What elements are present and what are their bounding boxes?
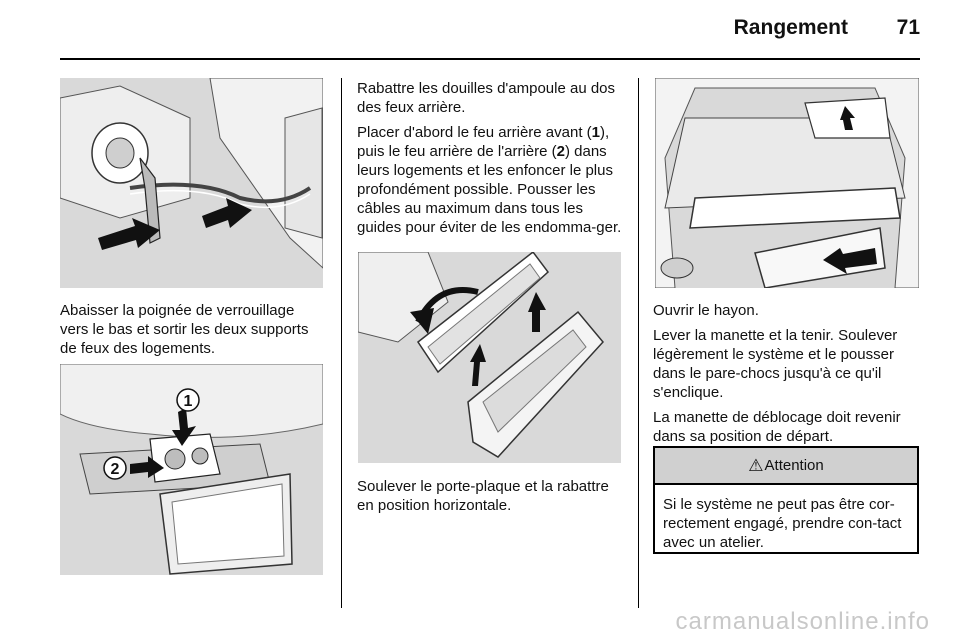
paragraph-lift-lever: Lever la manette et la tenir. Soulever légèrement le système et le pousser dans le pare-chocs jusqu'à ce qu'il s'enclique. (653, 327, 898, 401)
column2-text-bottom (357, 477, 625, 521)
header-rule (60, 58, 920, 60)
attention-box (653, 446, 919, 554)
callout-label-2: 2 (110, 461, 120, 478)
attention-body: Si le système ne peut pas être cor-rectement engagé, prendre con-tact avec un atelier. (663, 496, 902, 551)
paragraph-open-tailgate: Ouvrir le hayon. (653, 302, 759, 319)
watermark-text: carmanualsonline.info (675, 608, 930, 635)
column-divider-right (638, 78, 639, 608)
column1-text (60, 301, 325, 364)
illustration-tailgate (655, 78, 919, 288)
callout-label-1: 1 (183, 393, 193, 410)
warning-triangle-icon: ⚠ (748, 455, 764, 475)
paragraph-lift-plate-holder: Soulever le porte-plaque et la rabattre en position horizontale. (357, 478, 609, 514)
figure-tailgate (655, 78, 919, 288)
illustration-plate-holder (358, 252, 621, 463)
paragraph-place-lamps: Placer d'abord le feu arrière avant (1), puis le feu arrière de l'arrière (2) dans leurs logements et les enfoncer le plus profondément possible. Pousser les câbles au maximum dans tous les guides pour éviter de les endomma-ger. (357, 124, 622, 236)
column2-text (357, 79, 625, 243)
paragraph-lower-handle: Abaisser la poignée de verrouillage vers le bas et sortir les deux supports de feux des logements. (60, 302, 309, 357)
paragraph-release-lever: La manette de déblocage doit revenir dans sa position de départ. (653, 409, 901, 445)
illustration-lamp-holders (60, 364, 323, 575)
page-number: 71 (896, 16, 920, 39)
illustration-locking-handle (60, 78, 323, 288)
figure-plate-holder (358, 252, 621, 463)
figure-lamp-holders (60, 364, 323, 575)
column-divider-left (341, 78, 342, 608)
paragraph-fold-bulb-holders: Rabattre les douilles d'ampoule au dos des feux arrière. (357, 80, 616, 116)
figure-locking-handle (60, 78, 323, 288)
attention-header (655, 448, 917, 485)
page-header-title: Rangement (733, 16, 848, 39)
column3-text (653, 301, 923, 452)
attention-title: Attention (764, 457, 824, 474)
